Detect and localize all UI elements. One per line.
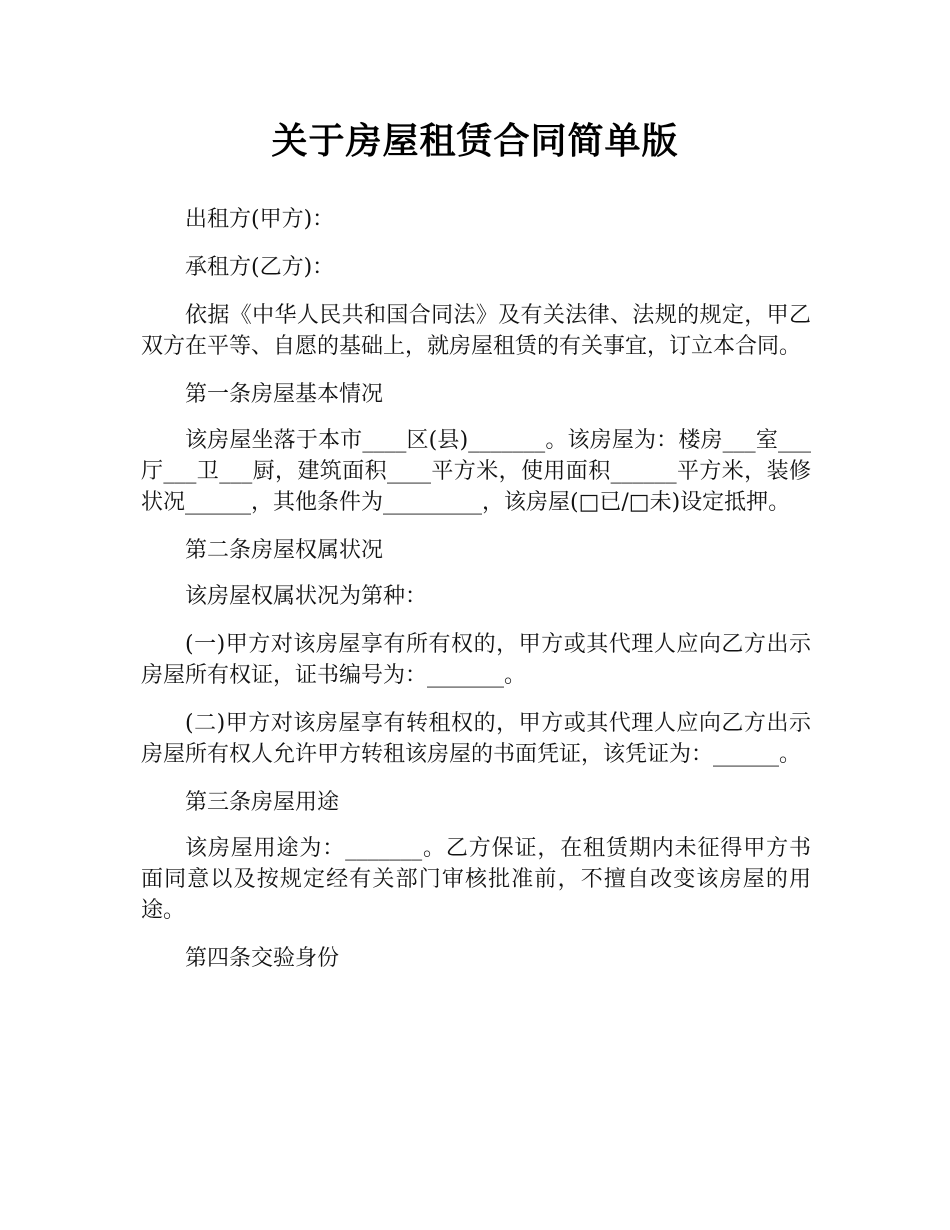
article-2-item-1: (一)甲方对该房屋享有所有权的，甲方或其代理人应向乙方出示房屋所有权证，证书编号为：_______。 xyxy=(141,632,811,688)
article-2-intro: 该房屋权属状况为第种： xyxy=(185,584,428,609)
article-3-body: 该房屋用途为：_______。乙方保证，在租赁期内未征得甲方书面同意以及按规定经有关部门审核批准前，不擅自改变该房屋的用途。 xyxy=(141,836,811,923)
document-title: 关于房屋租赁合同简单版 xyxy=(271,121,679,162)
article-4-heading: 第四条交验身份 xyxy=(185,946,340,971)
article-2-heading: 第二条房屋权属状况 xyxy=(185,538,384,563)
preamble-paragraph: 依据《中华人民共和国合同法》及有关法律、法规的规定，甲乙双方在平等、自愿的基础上，就房屋租赁的有关事宜，订立本合同。 xyxy=(141,303,811,359)
article-3-heading: 第三条房屋用途 xyxy=(185,790,340,815)
lessor-line: 出租方(甲方)： xyxy=(185,207,335,232)
article-2-item-2: (二)甲方对该房屋享有转租权的，甲方或其代理人应向乙方出示房屋所有权人允许甲方转租该房屋的书面凭证，该凭证为：______。 xyxy=(141,711,811,767)
article-1-body: 该房屋坐落于本市____区(县)_______。该房屋为：楼房___室___厅___卫___厨，建筑面积____平方米，使用面积______平方米，装修状况______，其他条件为_________，该房屋(□已/□未)设定抵押。 xyxy=(141,428,811,515)
lessee-line: 承租方(乙方)： xyxy=(185,255,335,280)
article-1-heading: 第一条房屋基本情况 xyxy=(185,382,384,407)
document-body xyxy=(141,204,811,989)
